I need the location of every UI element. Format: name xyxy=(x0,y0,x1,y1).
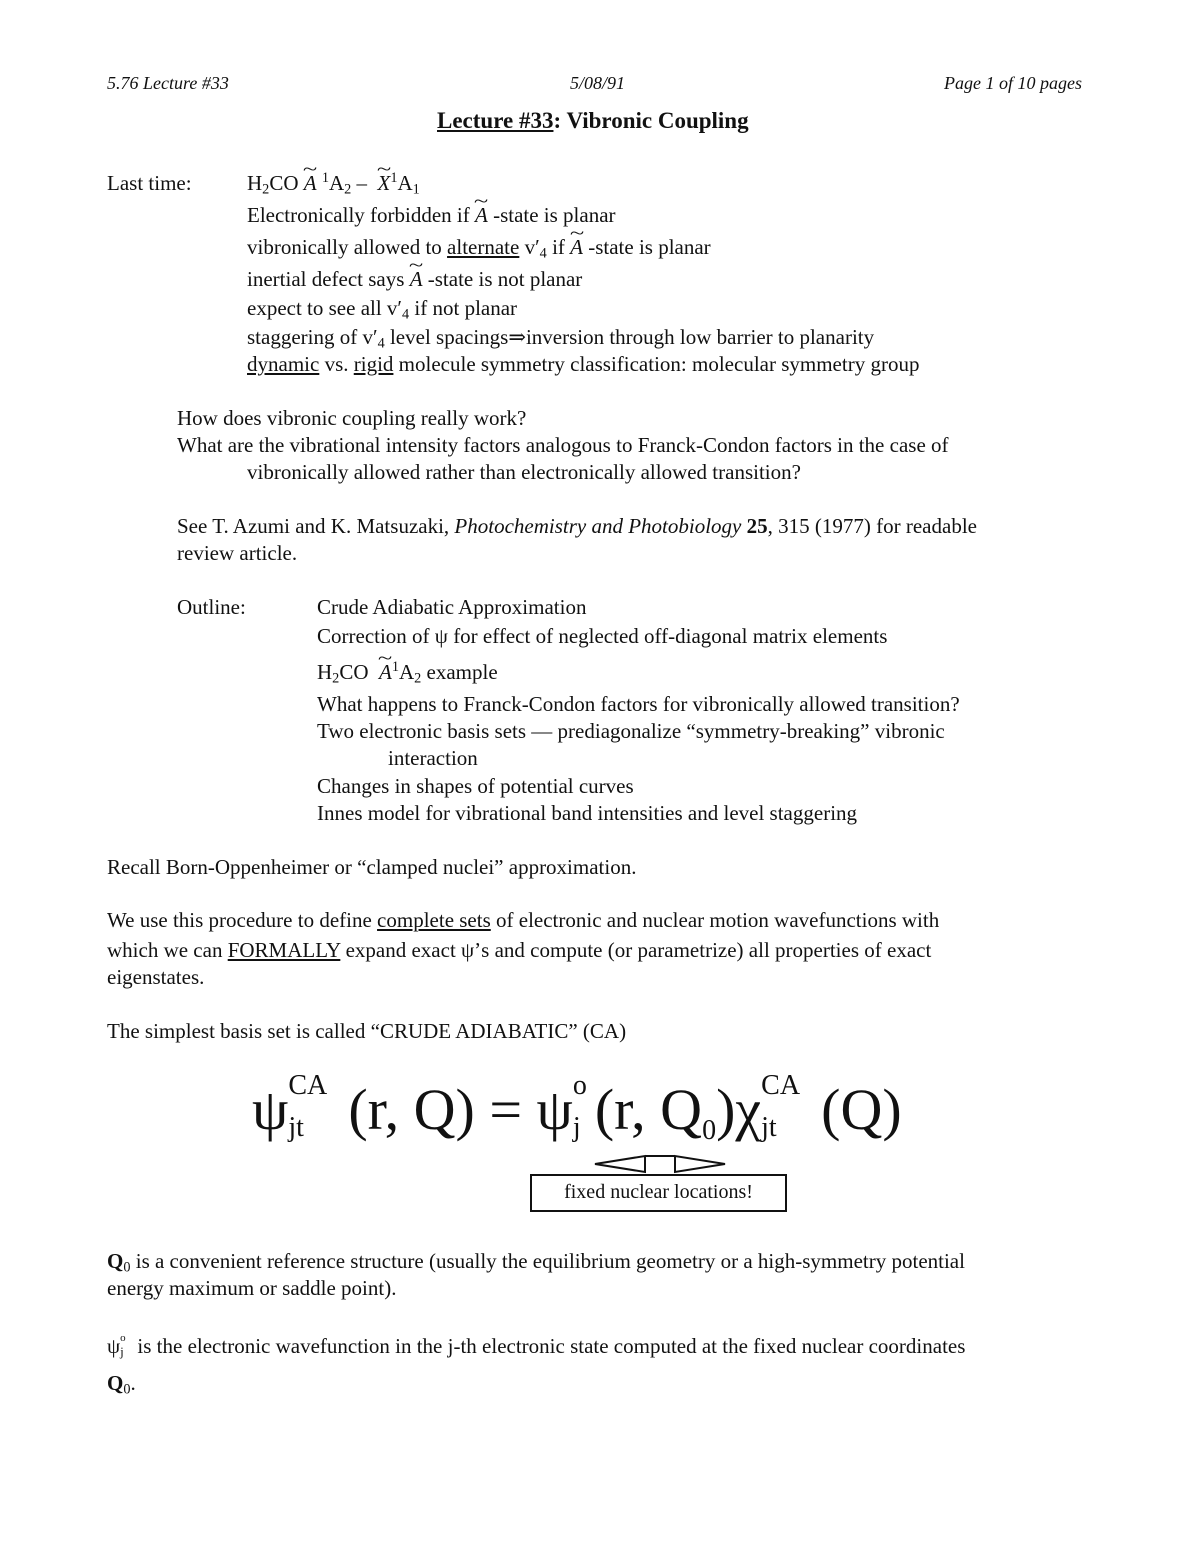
outline-item-5-line-1: Two electronic basis sets — prediagonalize “symmetry-breaking” vibronic xyxy=(317,719,945,743)
last-time-line-6: staggering of $v'_4$ level spacings⇒inversion through low barrier to planarity xyxy=(247,325,875,352)
a-tilde-symbol: ~ A xyxy=(570,234,583,260)
outline-item-6: Changes in shapes of potential curves xyxy=(317,774,634,798)
last-time-line-4: inertial defect says ~ A -state is not planar xyxy=(247,266,582,292)
procedure-line-2: which we can FORMALLY expand exact ψ’s and compute (or parametrize) all properties of exact xyxy=(107,938,932,962)
psi-definition-line-1: ψ o j is the electronic wavefunction in the j-th electronic state computed at the fixed nuclear coordinates xyxy=(107,1332,966,1359)
header-course: 5.76 Lecture #33 xyxy=(107,73,229,93)
last-time-line-5: expect to see all $v'_4$ if not planar xyxy=(247,296,518,323)
psi-definition-line-2: $Q_0$. xyxy=(107,1371,136,1398)
outline-item-7: Innes model for vibrational band intensities and level staggering xyxy=(317,801,858,825)
psi-symbol: ψ xyxy=(107,1334,121,1358)
page-title xyxy=(437,108,749,134)
outline-item-5-line-2: interaction xyxy=(388,746,478,770)
chi-symbol: χ xyxy=(735,1077,762,1142)
last-time-label: Last time: xyxy=(107,171,192,195)
procedure-line-3: eigenstates. xyxy=(107,965,205,989)
outline-item-3: $H_2CO$ ~ $A^1A_2$ example xyxy=(317,659,498,685)
procedure-line-1: We use this procedure to define complete sets of electronic and nuclear motion wavefunctions with xyxy=(107,908,940,932)
question-1: How does vibronic coupling really work? xyxy=(177,406,527,430)
reference-line-1: See T. Azumi and K. Matsuzaki, Photochemistry and Photobiology 25, 315 (1977) for readable xyxy=(177,514,977,538)
psi-symbol: ψ xyxy=(252,1077,289,1142)
outline-item-2: Correction of ψ for effect of neglected off-diagonal matrix elements xyxy=(317,624,888,648)
simplest-basis-text: The simplest basis set is called “CRUDE ADIABATIC” (CA) xyxy=(107,1019,627,1043)
a-tilde-symbol: ~ A xyxy=(475,202,488,228)
last-time-line-2: Electronically forbidden if ~ A -state is planar xyxy=(247,202,616,228)
crude-adiabatic-equation: ψ CA jt (r, Q) = ψ o j (r, $Q_0)\chi$ CA jt (Q) xyxy=(252,1070,902,1146)
a-tilde-symbol: ~ A xyxy=(304,170,317,196)
question-2-line-1: What are the vibrational intensity factors analogous to Franck-Condon factors in the case of xyxy=(177,433,949,457)
question-2-line-2: vibronically allowed rather than electronically allowed transition? xyxy=(247,460,801,484)
last-time-line-1: $H_2CO$ ~ A $^1A_2$ – ~ $X^1A_1$ xyxy=(247,170,420,196)
q0-definition-line-1: $Q_0$ is a convenient reference structure (usually the equilibrium geometry or a high-symmetry potential xyxy=(107,1249,965,1276)
header-page: Page 1 of 10 pages xyxy=(944,73,1082,93)
reference-line-2: review article. xyxy=(177,541,298,565)
a-tilde-symbol: ~ A xyxy=(410,266,423,292)
callout-arrow-icon xyxy=(590,1152,730,1176)
outline-item-1: Crude Adiabatic Approximation xyxy=(317,595,587,619)
title-topic: : Vibronic Coupling xyxy=(553,108,749,133)
psi-symbol: ψ xyxy=(536,1077,573,1142)
recall-text: Recall Born-Oppenheimer or “clamped nuclei” approximation. xyxy=(107,855,637,879)
last-time-line-3: vibronically allowed to alternate $v'_4$ if ~ A -state is planar xyxy=(247,234,711,260)
a-tilde-symbol: ~ A xyxy=(379,659,392,685)
x-tilde-symbol: ~ X xyxy=(378,170,391,196)
outline-item-4: What happens to Franck-Condon factors for vibronically allowed transition? xyxy=(317,692,960,716)
last-time-line-7: dynamic vs. rigid molecule symmetry classification: molecular symmetry group xyxy=(247,352,920,376)
journal-name: Photochemistry and Photobiology xyxy=(454,514,742,538)
q0-definition-line-2: energy maximum or saddle point). xyxy=(107,1276,397,1300)
fixed-nuclear-locations-callout: fixed nuclear locations! xyxy=(530,1174,787,1212)
header-date: 5/08/91 xyxy=(570,73,626,93)
outline-label: Outline: xyxy=(177,595,246,619)
title-lecture: Lecture #33 xyxy=(437,108,554,133)
